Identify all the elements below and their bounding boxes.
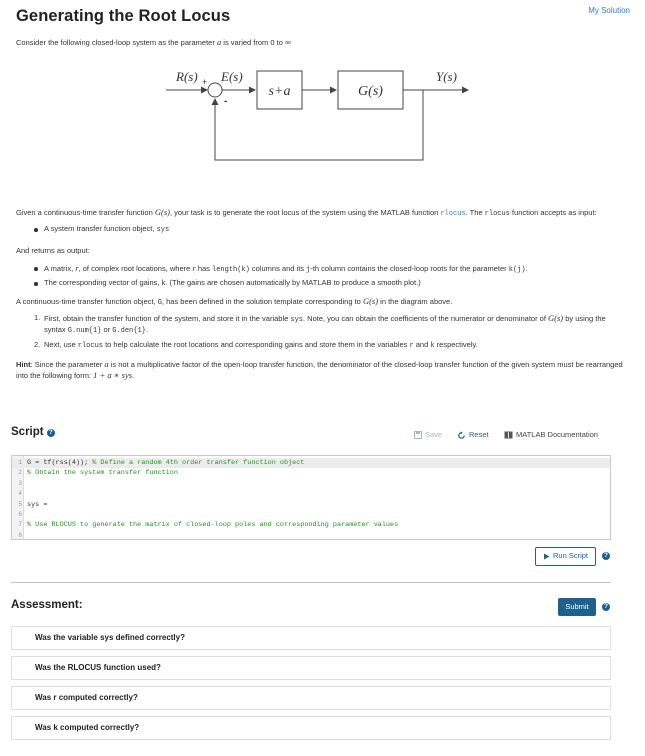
step1-sym: G(s) xyxy=(548,313,564,323)
script-heading xyxy=(11,425,55,441)
step1-b: . Note, you can obtain the coefficients of the numerator or denominator of xyxy=(303,314,546,323)
out1-a: A matrix, xyxy=(44,264,74,273)
step1-code3: G.den{1} xyxy=(112,327,146,336)
hint-paragraph xyxy=(16,359,626,382)
reset-label: Reset xyxy=(469,430,489,439)
matlab-docs-button[interactable] xyxy=(504,430,598,440)
hint-sym: a xyxy=(104,359,109,369)
step1-c: by using the syntax xyxy=(44,314,606,335)
hint-b: is not a multiplicative factor of the open-loop transfer function, the denominator of the closed-loop transfer function of the given system must be rearranged into the following form: xyxy=(16,360,623,381)
given-p1-fn2: rlocus xyxy=(484,210,510,218)
line-number: 1 xyxy=(18,459,22,466)
out1-code1: length(k) xyxy=(212,266,250,274)
line-number: 2 xyxy=(18,469,22,477)
code-line[interactable] xyxy=(12,520,610,530)
given-p1-d: function accepts as input: xyxy=(511,208,597,217)
assessment-item[interactable]: Was k computed correctly? xyxy=(11,716,611,740)
step2-r: r xyxy=(409,341,414,350)
out1-code3: k(j) xyxy=(508,266,526,274)
template-paragraph xyxy=(16,296,626,308)
block1-label: s+a xyxy=(268,84,291,99)
code-text: G = tf(rss(4)); xyxy=(27,459,93,467)
assessment-item[interactable]: Was r computed correctly? xyxy=(11,686,611,710)
my-solution-link[interactable]: My Solution xyxy=(588,6,630,15)
line-number: 7 xyxy=(18,521,22,529)
label-Y: Y(s) xyxy=(436,69,457,84)
label-minus: - xyxy=(224,96,228,107)
line-number: 8 xyxy=(18,531,22,539)
intro-tail: is varied from 0 to xyxy=(223,38,283,47)
step1-e: . xyxy=(145,325,148,335)
line-number: 5 xyxy=(18,500,22,508)
step1-a: First, obtain the transfer function of the system, and store it in the variable xyxy=(44,314,289,323)
list-item xyxy=(34,278,528,288)
save-button[interactable] xyxy=(414,430,442,440)
out1-c: has xyxy=(197,264,210,273)
p3-code: G xyxy=(157,299,162,307)
list-item xyxy=(34,224,169,235)
list-item xyxy=(34,263,528,275)
line-number: 4 xyxy=(18,490,22,498)
step1-d: or xyxy=(103,325,111,335)
code-line[interactable] xyxy=(12,489,610,499)
p3-b: , has been defined in the solution template corresponding to xyxy=(161,297,361,306)
submit-button[interactable]: Submit xyxy=(558,598,596,616)
label-plus: + xyxy=(202,77,208,87)
out1-code2: j xyxy=(306,266,311,274)
input-list xyxy=(34,224,169,238)
step2-num: 2. xyxy=(34,339,41,349)
step2-k: k xyxy=(430,341,435,350)
play-icon xyxy=(543,553,550,560)
code-line[interactable] xyxy=(12,531,610,540)
intro-infinity: ∞ xyxy=(285,37,292,47)
assessment-heading: Assessment: xyxy=(11,599,83,611)
given-p1-b: , your task is to generate the root locus of the system using the MATLAB function xyxy=(169,208,439,217)
hint-a: : Since the parameter xyxy=(30,360,103,369)
given-p1-sym: G(s) xyxy=(154,207,170,217)
page-title: Generating the Root Locus xyxy=(16,7,231,25)
hint-form: 1 + a ∗ sys xyxy=(93,370,133,381)
line-number: 6 xyxy=(18,511,22,518)
line-number: 3 xyxy=(18,479,22,487)
help-icon[interactable]: ? xyxy=(47,429,55,437)
line-content xyxy=(27,468,178,478)
hint-end: . xyxy=(132,371,135,381)
code-comment: % Obtain the system transfer function xyxy=(27,469,178,478)
block-diagram xyxy=(160,62,480,168)
block2-label: G(s) xyxy=(358,84,383,99)
step2-b: to help calculate the root locations and corresponding gains and store them in the variables xyxy=(105,339,408,349)
save-icon xyxy=(414,431,422,439)
given-paragraph xyxy=(16,207,626,219)
code-line[interactable] xyxy=(12,468,610,478)
code-line[interactable] xyxy=(12,500,610,510)
reset-button[interactable] xyxy=(457,430,489,440)
p3-c: in the diagram above. xyxy=(380,297,453,306)
assessment-item[interactable]: Was the variable sys defined correctly? xyxy=(11,626,611,650)
section-divider xyxy=(11,582,611,583)
list-item xyxy=(34,340,624,351)
out1-f: . xyxy=(525,264,528,273)
hint-label: Hint xyxy=(16,360,31,369)
label-R: R(s) xyxy=(176,69,198,84)
out2-text: The corresponding vector of gains, k. (The gains are chosen automatically by MATLAB to produce a smooth plot.) xyxy=(44,278,421,288)
docs-label: MATLAB Documentation xyxy=(516,430,598,439)
list-item xyxy=(34,313,624,337)
p3-a: A continuous-time transfer function object, xyxy=(16,297,156,306)
input-bullet-code: sys xyxy=(156,226,170,234)
given-p1-fn: rlocus xyxy=(440,210,466,218)
step1-code2: G.num{1} xyxy=(67,327,102,336)
code-text: sys = xyxy=(27,500,52,509)
step2-a: Next, use xyxy=(44,339,76,349)
run-script-button[interactable] xyxy=(535,547,596,566)
intro-param: a xyxy=(216,37,222,47)
given-p1-c: . The xyxy=(465,208,483,217)
save-label: Save xyxy=(425,430,443,439)
intro-lead: Consider the following closed-loop system as the parameter xyxy=(16,38,215,47)
intro-text xyxy=(16,37,291,48)
book-icon xyxy=(504,431,513,439)
out1-e: -th column contains the closed-loop roots for the parameter xyxy=(310,264,507,273)
summing-junction xyxy=(208,83,222,97)
label-E: E(s) xyxy=(221,69,243,84)
output-list xyxy=(34,263,528,292)
help-icon[interactable]: ? xyxy=(602,603,610,611)
out1-b: , of complex root locations, where xyxy=(78,264,191,273)
code-editor[interactable] xyxy=(11,455,611,540)
code-comment: % Use RLOCUS to generate the matrix of closed-loop poles and corresponding parameter values xyxy=(27,521,399,530)
step2-code: rlocus xyxy=(77,341,103,350)
out1-d: columns and its xyxy=(251,264,305,273)
code-line[interactable] xyxy=(12,479,610,489)
given-p1: Given a continuous-time transfer function xyxy=(16,208,153,217)
code-comment: % Define a random 4th order transfer function object xyxy=(92,459,305,467)
line-content xyxy=(27,500,51,510)
code-line[interactable] xyxy=(12,510,610,520)
returns-label: And returns as output: xyxy=(16,246,90,255)
script-title: Script xyxy=(11,426,44,438)
input-bullet-text: A system transfer function object, xyxy=(44,224,155,233)
step1-num: 1. xyxy=(34,313,41,322)
step2-c: and xyxy=(415,339,429,349)
p3-sym: G(s) xyxy=(362,296,379,306)
assessment-item[interactable]: Was the RLOCUS function used? xyxy=(11,656,611,680)
step1-code: sys xyxy=(290,316,303,324)
help-icon[interactable]: ? xyxy=(602,552,610,560)
out1-r2: r xyxy=(192,263,196,273)
line-content xyxy=(27,458,304,468)
line-content xyxy=(27,520,398,530)
step2-d: respectively. xyxy=(436,339,478,349)
reset-icon xyxy=(457,431,466,440)
steps-list xyxy=(34,313,624,354)
run-script-label: Run Script xyxy=(552,551,588,561)
code-line[interactable] xyxy=(12,458,610,468)
out1-r: r xyxy=(75,263,79,273)
